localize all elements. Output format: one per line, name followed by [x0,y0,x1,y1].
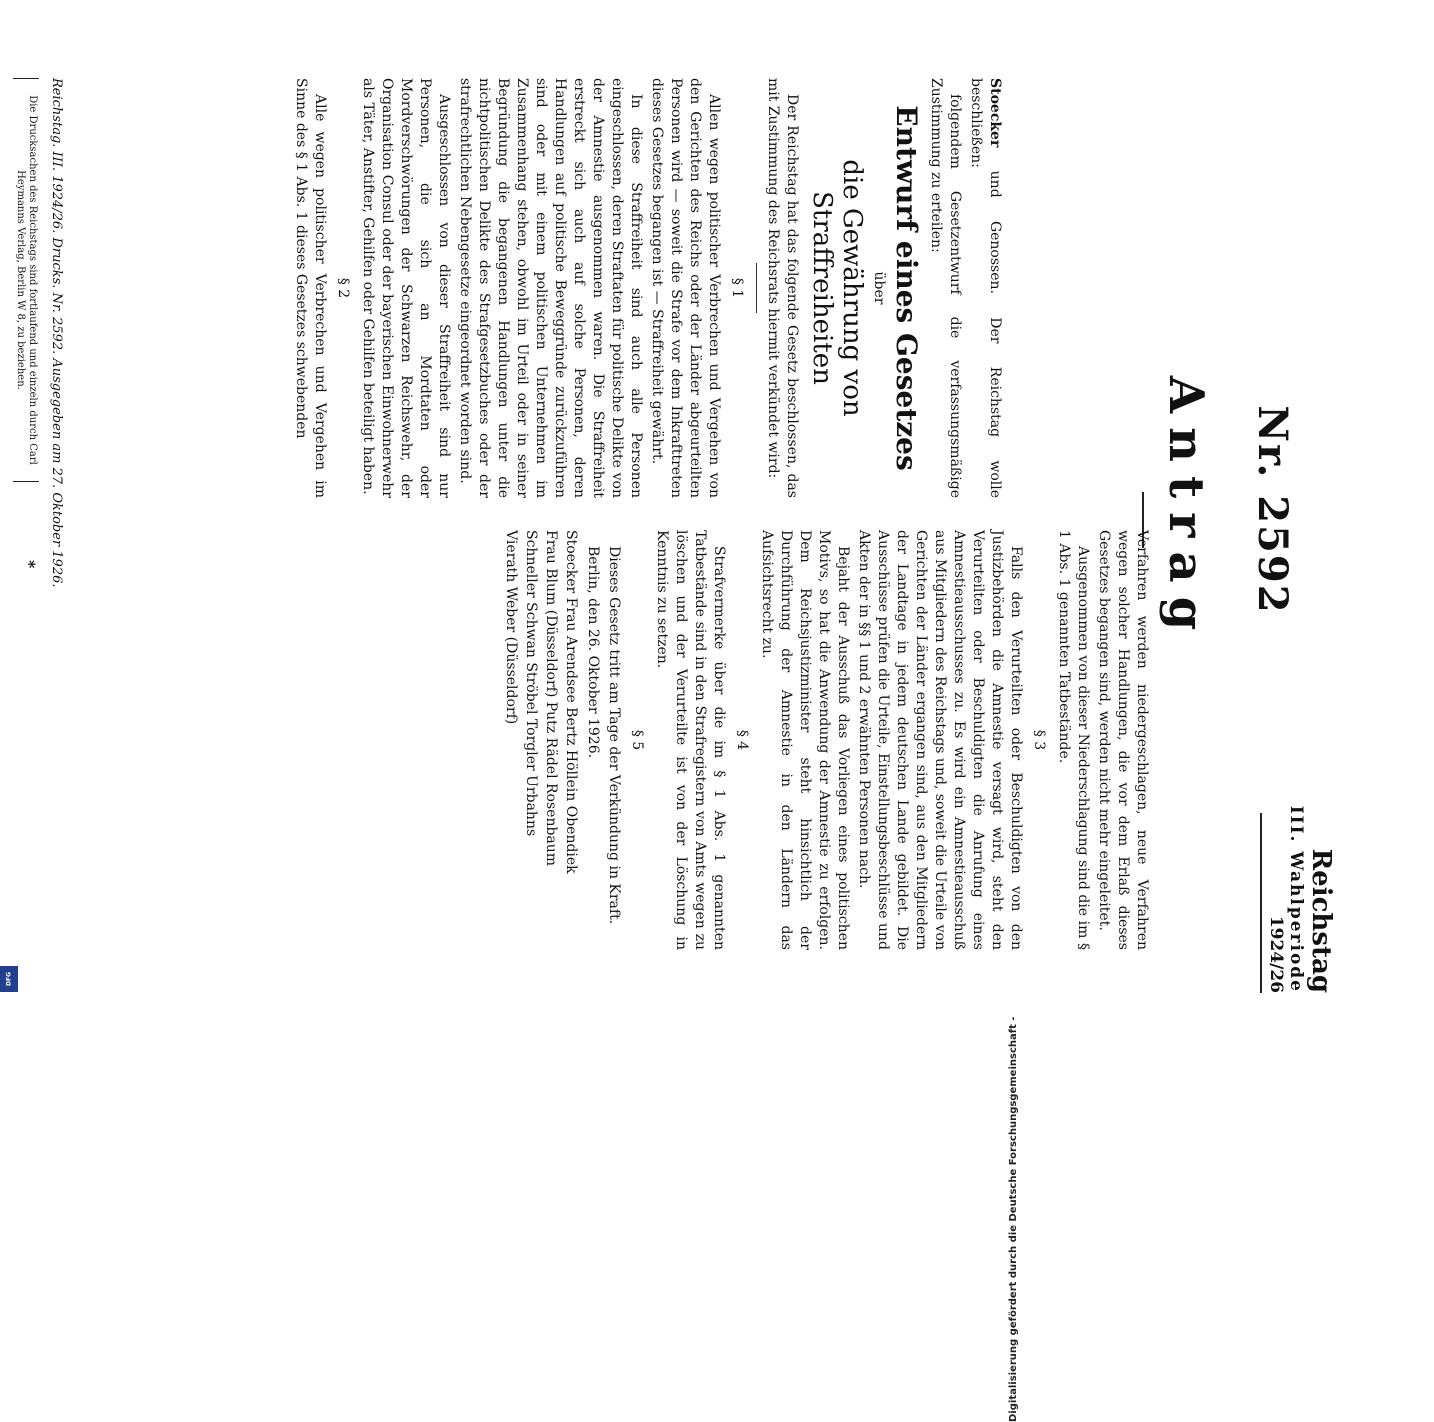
section-1-paragraph-a: Allen wegen politischer Verbrechen und Vergehen von den Gerichten des Reichs oder der Länder abgeurteilten Personen wird — soweit die Strafe vor dem Inkrafttreten dieses Gesetzes begangen ist — Straffreiheit gewährt. [649,78,722,498]
section-4-number: § 4 [734,729,750,751]
bill-heading-ueber: über [871,271,887,305]
intro-text: und Genossen. Der Reichstag wolle beschließen: [968,78,1003,499]
document-type-title: Antrag [1158,375,1214,645]
section-1-paragraph-b: In diese Straffreiheit sind auch alle Personen eingeschlossen, deren Straftaten für politische Delikte von der Amnestie ausgenommen waren. Die Straffreiheit erstreckt sich auch auf solche Personen, deren Handlungen auf politische Beweggründe zurückzuführen sind oder mit einem politischen Unternehmen im Zusammenhang stehen, obwohl im Urteil oder in seiner Begründung die begangenen Handlungen unter die nichtpolitischen Delikte des Strafgesetzbuches oder der strafrechtlichen Nebengesetze eingeordnet worden sind. [457,78,644,498]
section-4-paragraph-a: Strafvermerke über die im § 1 Abs. 1 genannten Tatbestände sind in den Strafregistern von Amts wegen zu löschen und der Verurteilte ist von der Löschung in Kenntnis zu setzen. [654,530,727,950]
section-3-number: § 3 [1031,729,1047,751]
section-5-number: § 5 [629,729,645,751]
section-2-number: § 2 [335,277,351,299]
section-5-paragraph-a: Dieses Gesetz tritt am Tage der Verkündung in Kraft. [606,546,622,925]
section-3-paragraph-b: Bejaht der Ausschuß das Vorliegen eines politischen Motivs, so hat die Anwendung der Amnestie zu erfolgen. Dem Reichsjustizminister steht hinsichtlich der Durchführung der Amnestie in den Ländern das Aufsichtsrecht zu. [759,530,851,950]
dfg-logo-icon: DFG [0,966,18,992]
signatories-line-3: Schneller Schwan Ströbel Torgler Urbahns [523,530,539,837]
wahlperiode-label: III. Wahlperiode [1286,805,1306,993]
document-number: Nr. 2592 [1249,405,1296,615]
reichstag-label-block [1260,783,1336,993]
section-2-paragraph-b: Ausgenommen von dieser Niederschlagung sind die im § 1 Abs. 1 genannten Tatbestände. [1056,530,1091,950]
place-and-date: Berlin, den 26. Oktober 1926. [585,546,601,759]
bill-heading: Entwurf eines Gesetzes [890,105,923,471]
reichstag-label: Reichstag [1306,848,1336,993]
enactment-clause: Der Reichstag hat das folgende Gesetz beschlossen, das mit Zustimmung des Reichsrats hiermit verkündet wird: [765,78,800,498]
digitization-note: Digitalisierung gefördert durch die Deutsche Forschungsgemeinschaft - [1008,1016,1019,1422]
section-3-paragraph-a: Falls den Verurteilten oder Beschuldigten von den Justizbehörden die Amnestie versagt wird, steht den Verurteilten oder Beschuldigten die Anrufung eines Amnestieausschusses zu. Es wird ein Amnestieausschuß aus Mitgliedern des Reichstags und, soweit die Urteile von Gerichten der Länder ergangen sind, aus den Mitgliedern der Landtage in jedem deutschen Lande gebildet. Die Ausschüsse prüfen die Urteile, Einstellungsbeschlüsse und Akten der in §§ 1 und 2 erwähnten Personen nach. [856,530,1024,950]
section-rule [756,263,757,313]
bill-subheading: die Gewährung von Straffreiheiten [807,159,867,417]
section-1-paragraph-c: Ausgeschlossen von dieser Straffreiheit sind nur Personen, die sich an Mordtaten oder Mordverschwörungen der Schwarzen Reichswehr, der Organisation Consul oder der bayerischen Einwohnerwehr als Täter, Anstifter, Gehilfen oder Gehilfen beteiligt haben. [360,78,452,498]
star-mark: * [20,560,39,569]
section-1-number: § 1 [729,277,745,299]
footnote-box: Die Drucksachen des Reichstags sind fortlaufend und einzeln durch Carl Heymanns Verlag, Berlin W 8, zu beziehen. [13,78,39,482]
signatories-line-1: Stoecker Frau Arendsee Bertz Höllein Obendiek [563,530,579,874]
intro-name: Stoecker [987,78,1003,148]
section-2-continuation: Verfahren werden niedergeschlagen, neue Verfahren wegen solcher Handlungen, die vor dem Erlaß dieses Gesetzes begangen sind, werden nicht mehr eingeleitet. [1096,530,1150,950]
intro-paragraph [966,78,1004,498]
signatories-line-2: Frau Blum (Düsseldorf) Putz Rädel Rosenbaum [543,530,559,867]
intro-second-line: folgendem Gesetzentwurf die verfassungsmäßige Zustimmung zu erteilen: [928,78,963,498]
reichstag-rule [1260,813,1262,993]
years-label: 1924/26 [1266,915,1286,993]
print-info-line: Reichstag. III. 1924/26. Drucks. Nr. 2592. Ausgegeben am 27. Oktober 1926. [49,78,64,588]
signatories [501,530,581,950]
left-column [289,78,1004,498]
section-2-paragraph-a: Alle wegen politischer Verbrechen und Vergehen im Sinne des § 1 Abs. 1 dieses Gesetzes schwebenden [293,78,328,498]
signatories-line-4: Vierath Weber (Düsseldorf) [503,530,519,725]
right-column [501,530,1151,950]
